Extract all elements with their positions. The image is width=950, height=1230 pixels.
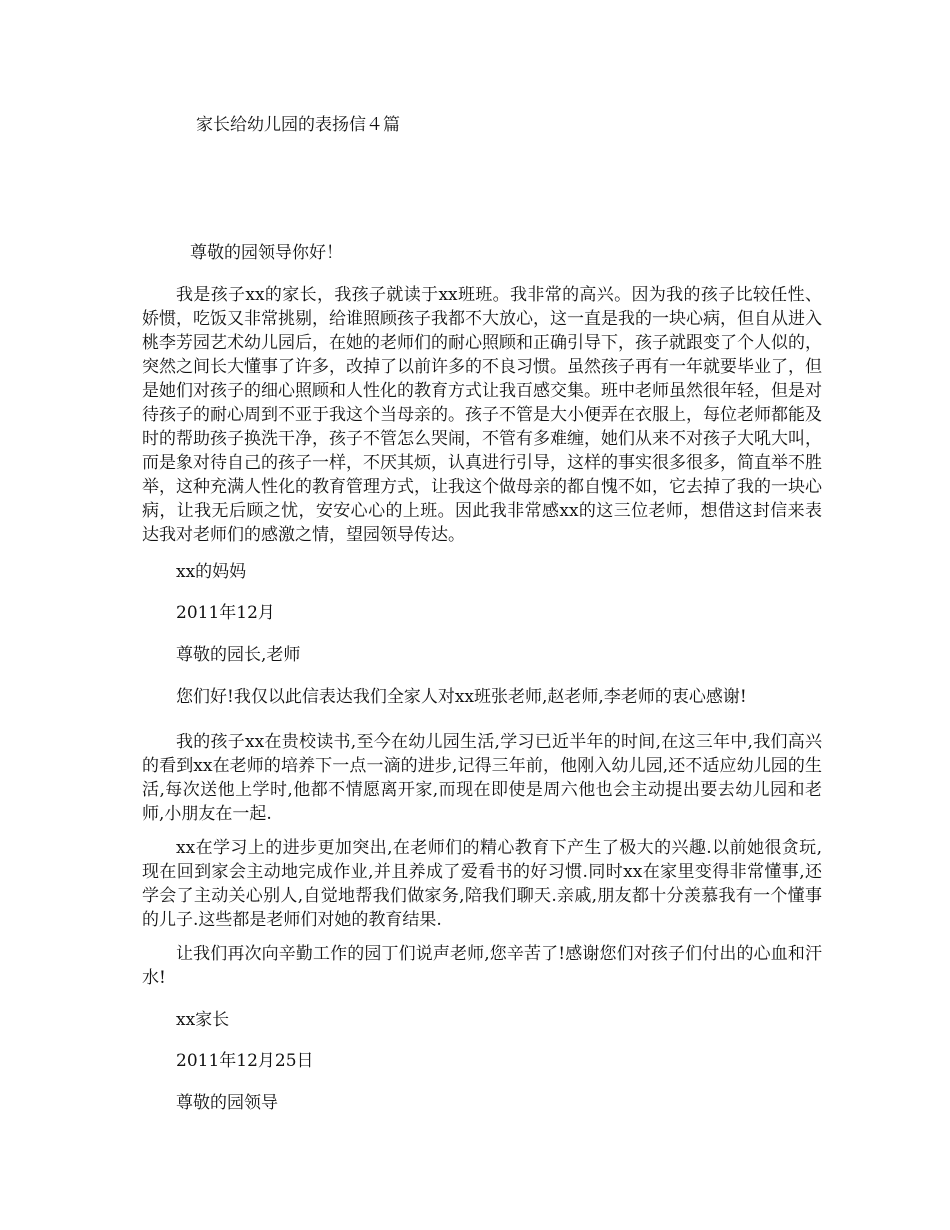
letter3-greeting: 尊敬的园领导 bbox=[176, 1093, 278, 1113]
letter1-body-text: 我是孩子xx的家长，我孩子就读于xx班班。我非常的高兴。因为我的孩子比较任性、娇惯，吃饭又非常挑剔，给谁照顾孩子我都不大放心，这一直是我的一块心病，但自从进入桃李芳园艺术幼儿园后，在她的老师们的耐心照顾和正确引导下，孩子就跟变了个人似的，突然之间长大懂事了许多，改掉了以前许多的不良习惯。虽然孩子再有一年就要毕业了，但是她们对孩子的细心照顾和人性化的教育方式让我百感交集。班中老师虽然很年轻，但是对待孩子的耐心周到不亚于我这个当母亲的。孩子不管是大小便弄在衣服上，每位老师都能及时的帮助孩子换洗干净，孩子不管怎么哭闹，不管有多难缠，她们从来不对孩子大吼大叫，而是象对待自己的孩子一样，不厌其烦，认真进行引导，这样的事实很多很多，简直举不胜举，这种充满人性化的教育管理方式，让我这个做母亲的都自愧不如，它去掉了我的一块心病，让我无后顾之忧，安安心心的上班。因此我非常感xx的这三位老师，想借这封信来表达我对老师们的感激之情，望园领导传达。 bbox=[142, 285, 822, 545]
letter1-body bbox=[142, 283, 822, 547]
letter1-signature: xx的妈妈 bbox=[176, 562, 247, 582]
letter2-paragraph-2-text: xx在学习上的进步更加突出,在老师们的精心教育下产生了极大的兴趣.以前她很贪玩,现在回到家会主动地完成作业,并且养成了爱看书的好习惯.同时xx在家里变得非常懂事,还学会了主动关心别人,自觉地帮我们做家务,陪我们聊天.亲戚,朋友都十分羡慕我有一个懂事的儿子.这些都是老师们对她的教育结果. bbox=[142, 838, 822, 930]
letter2-date: 2011年12月25日 bbox=[176, 1051, 314, 1071]
letter2-signature: xx家长 bbox=[176, 1010, 230, 1030]
letter2-paragraph-3 bbox=[142, 942, 822, 990]
letter2-paragraph-3-text: 让我们再次向辛勤工作的园丁们说声老师,您辛苦了!感谢您们对孩子们付出的心血和汗水! bbox=[142, 944, 822, 988]
letter2-opening bbox=[142, 685, 822, 709]
letter2-greeting: 尊敬的园长,老师 bbox=[176, 645, 301, 665]
letter1-greeting: 尊敬的园领导你好！ bbox=[190, 243, 343, 263]
letter2-paragraph-1 bbox=[142, 730, 822, 826]
letter2-opening-text: 您们好!我仅以此信表达我们全家人对xx班张老师,赵老师,李老师的衷心感谢! bbox=[176, 687, 747, 707]
document-title: 家长给幼儿园的表扬信４篇 bbox=[196, 115, 400, 135]
letter1-date: 2011年12月 bbox=[176, 603, 275, 623]
letter2-paragraph-1-text: 我的孩子xx在贵校读书,至今在幼儿园生活,学习已近半年的时间,在这三年中,我们高兴的看到xx在老师的培养下一点一滴的进步,记得三年前，他刚入幼儿园,还不适应幼儿园的生活,每次送他上学时,他都不情愿离开家,而现在即使是周六他也会主动提出要去幼儿园和老师,小朋友在一起. bbox=[142, 732, 822, 824]
letter2-paragraph-2 bbox=[142, 836, 822, 932]
